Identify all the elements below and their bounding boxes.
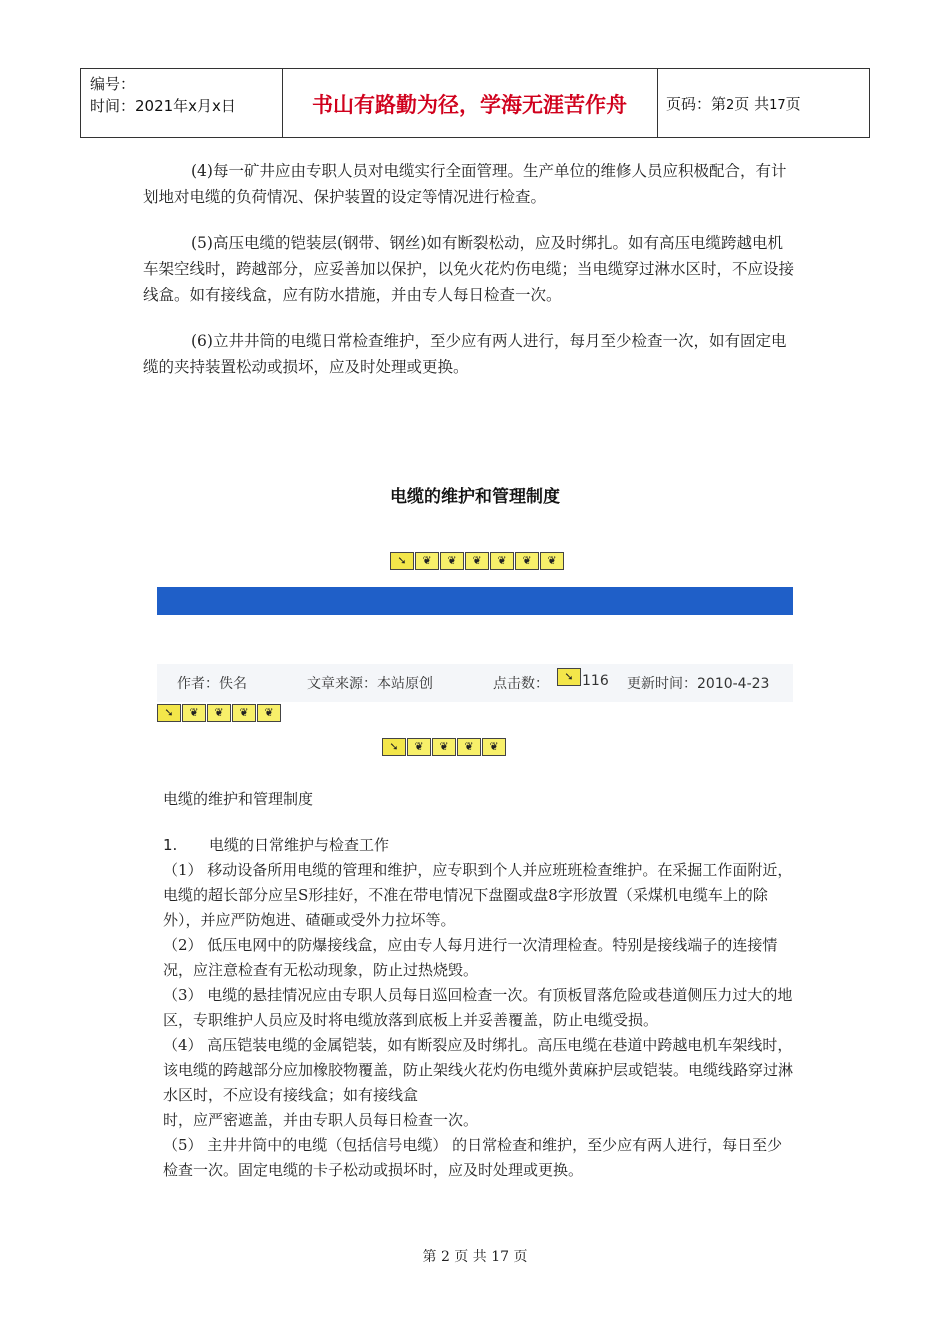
page-header (80, 68, 870, 138)
clicks-label: 点击数： (493, 676, 549, 692)
article-body (163, 833, 793, 1183)
item-5: （5） 主井井筒中的电缆（包括信号电缆） 的日常检查和维护，至少应有两人进行，每日至少检查一次。固定电缆的卡子松动或损坏时，应及时处理或更换。 (163, 1136, 783, 1179)
page-current: 2 (726, 98, 735, 113)
section-number: 1. (163, 836, 178, 854)
arrow-icon: ➘ (157, 704, 181, 722)
scroll-icon: ❦ (540, 552, 564, 570)
serial-label: 编号： (90, 75, 136, 93)
update-time: 更新时间：2010-4-23 (627, 676, 770, 692)
article-meta (157, 664, 793, 702)
page-suffix: 页 (785, 95, 801, 113)
source: 文章来源：本站原创 (307, 676, 433, 692)
arrow-icon: ➘ (557, 668, 581, 686)
page-prefix: 页码：第 (666, 95, 727, 113)
scroll-icon: ❦ (415, 552, 439, 570)
scroll-icon: ❦ (232, 704, 256, 722)
item-1: （1） 移动设备所用电缆的管理和维护，应专职到个人并应班班检查维护。在采掘工作面附近，电缆的超长部分应呈S形挂好，不准在带电情况下盘圈或盘8字形放置（采煤机电缆车上的除外），并应严防炮进、碴砸或受外力拉坏等。 (163, 861, 793, 929)
arrow-icon: ➘ (382, 738, 406, 756)
page-mid: 页 共 (734, 95, 770, 113)
article-subtitle: 电缆的维护和管理制度 (163, 790, 314, 808)
header-divider (80, 69, 81, 137)
scroll-icon: ❦ (257, 704, 281, 722)
scroll-icon: ❦ (465, 552, 489, 570)
article-title: 电缆的维护和管理制度 (390, 487, 560, 507)
scroll-icon: ❦ (207, 704, 231, 722)
header-motto: 书山有路勤为径，学海无涯苦作舟 (312, 93, 627, 117)
scroll-icon: ❦ (440, 552, 464, 570)
scroll-icon: ❦ (457, 738, 481, 756)
item-4-cont: 时，应严密遮盖，并由专职人员每日检查一次。 (163, 1111, 479, 1129)
paragraph-4: (4)每一矿井应由专职人员对电缆实行全面管理。生产单位的维修人员应积极配合，有计划地对电缆的负荷情况、保护装置的设定等情况进行检查。 (143, 162, 787, 206)
header-page-number (666, 69, 801, 137)
page-total: 17 (769, 98, 786, 113)
icon-strip (390, 552, 565, 570)
banner-bar (157, 587, 793, 615)
scroll-icon: ❦ (182, 704, 206, 722)
time-label: 时间：2021年x月x日 (90, 97, 236, 115)
header-divider (657, 69, 658, 137)
scroll-icon: ❦ (407, 738, 431, 756)
item-3: （3） 电缆的悬挂情况应由专职人员每日巡回检查一次。有顶板冒落危险或巷道侧压力过大的地区，专职维护人员应及时将电缆放落到底板上并妥善覆盖，防止电缆受损。 (163, 986, 793, 1029)
icon-strip (157, 704, 282, 722)
section-title: 电缆的日常维护与检查工作 (209, 836, 390, 854)
clicks-count: 116 (582, 673, 609, 689)
scroll-icon: ❦ (482, 738, 506, 756)
clicks-icon-wrap (557, 668, 582, 686)
section-heading (163, 833, 793, 858)
header-divider (869, 69, 870, 137)
scroll-icon: ❦ (490, 552, 514, 570)
item-4: （4） 高压铠装电缆的金属铠装，如有断裂应及时绑扎。高压电缆在巷道中跨越电机车架线时，该电缆的跨越部分应加橡胶物覆盖，防止架线火花灼伤电缆外黄麻护层或铠装。电缆线路穿过淋水区时，不应设有接线盒；如有接线盒 (163, 1036, 794, 1104)
paragraph-5: (5)高压电缆的铠装层(钢带、钢丝)如有断裂松动，应及时绑扎。如有高压电缆跨越电机车架空线时，跨越部分，应妥善加以保护，以免火花灼伤电缆；当电缆穿过淋水区时，不应设接线盒。如有接线盒，应有防水措施，并由专人每日检查一次。 (143, 234, 795, 304)
scroll-icon: ❦ (515, 552, 539, 570)
author: 作者：佚名 (177, 676, 247, 692)
header-info (90, 73, 236, 117)
page-footer: 第 2 页 共 17 页 (422, 1249, 528, 1265)
item-2: （2） 低压电网中的防爆接线盒，应由专人每月进行一次清理检查。特别是接线端子的连接情况，应注意检查有无松动现象，防止过热烧毁。 (163, 936, 778, 979)
paragraph-6: (6)立井井筒的电缆日常检查维护，至少应有两人进行，每月至少检查一次，如有固定电缆的夹持装置松动或损坏，应及时处理或更换。 (143, 332, 787, 376)
icon-strip (382, 738, 507, 756)
arrow-icon: ➘ (390, 552, 414, 570)
scroll-icon: ❦ (432, 738, 456, 756)
